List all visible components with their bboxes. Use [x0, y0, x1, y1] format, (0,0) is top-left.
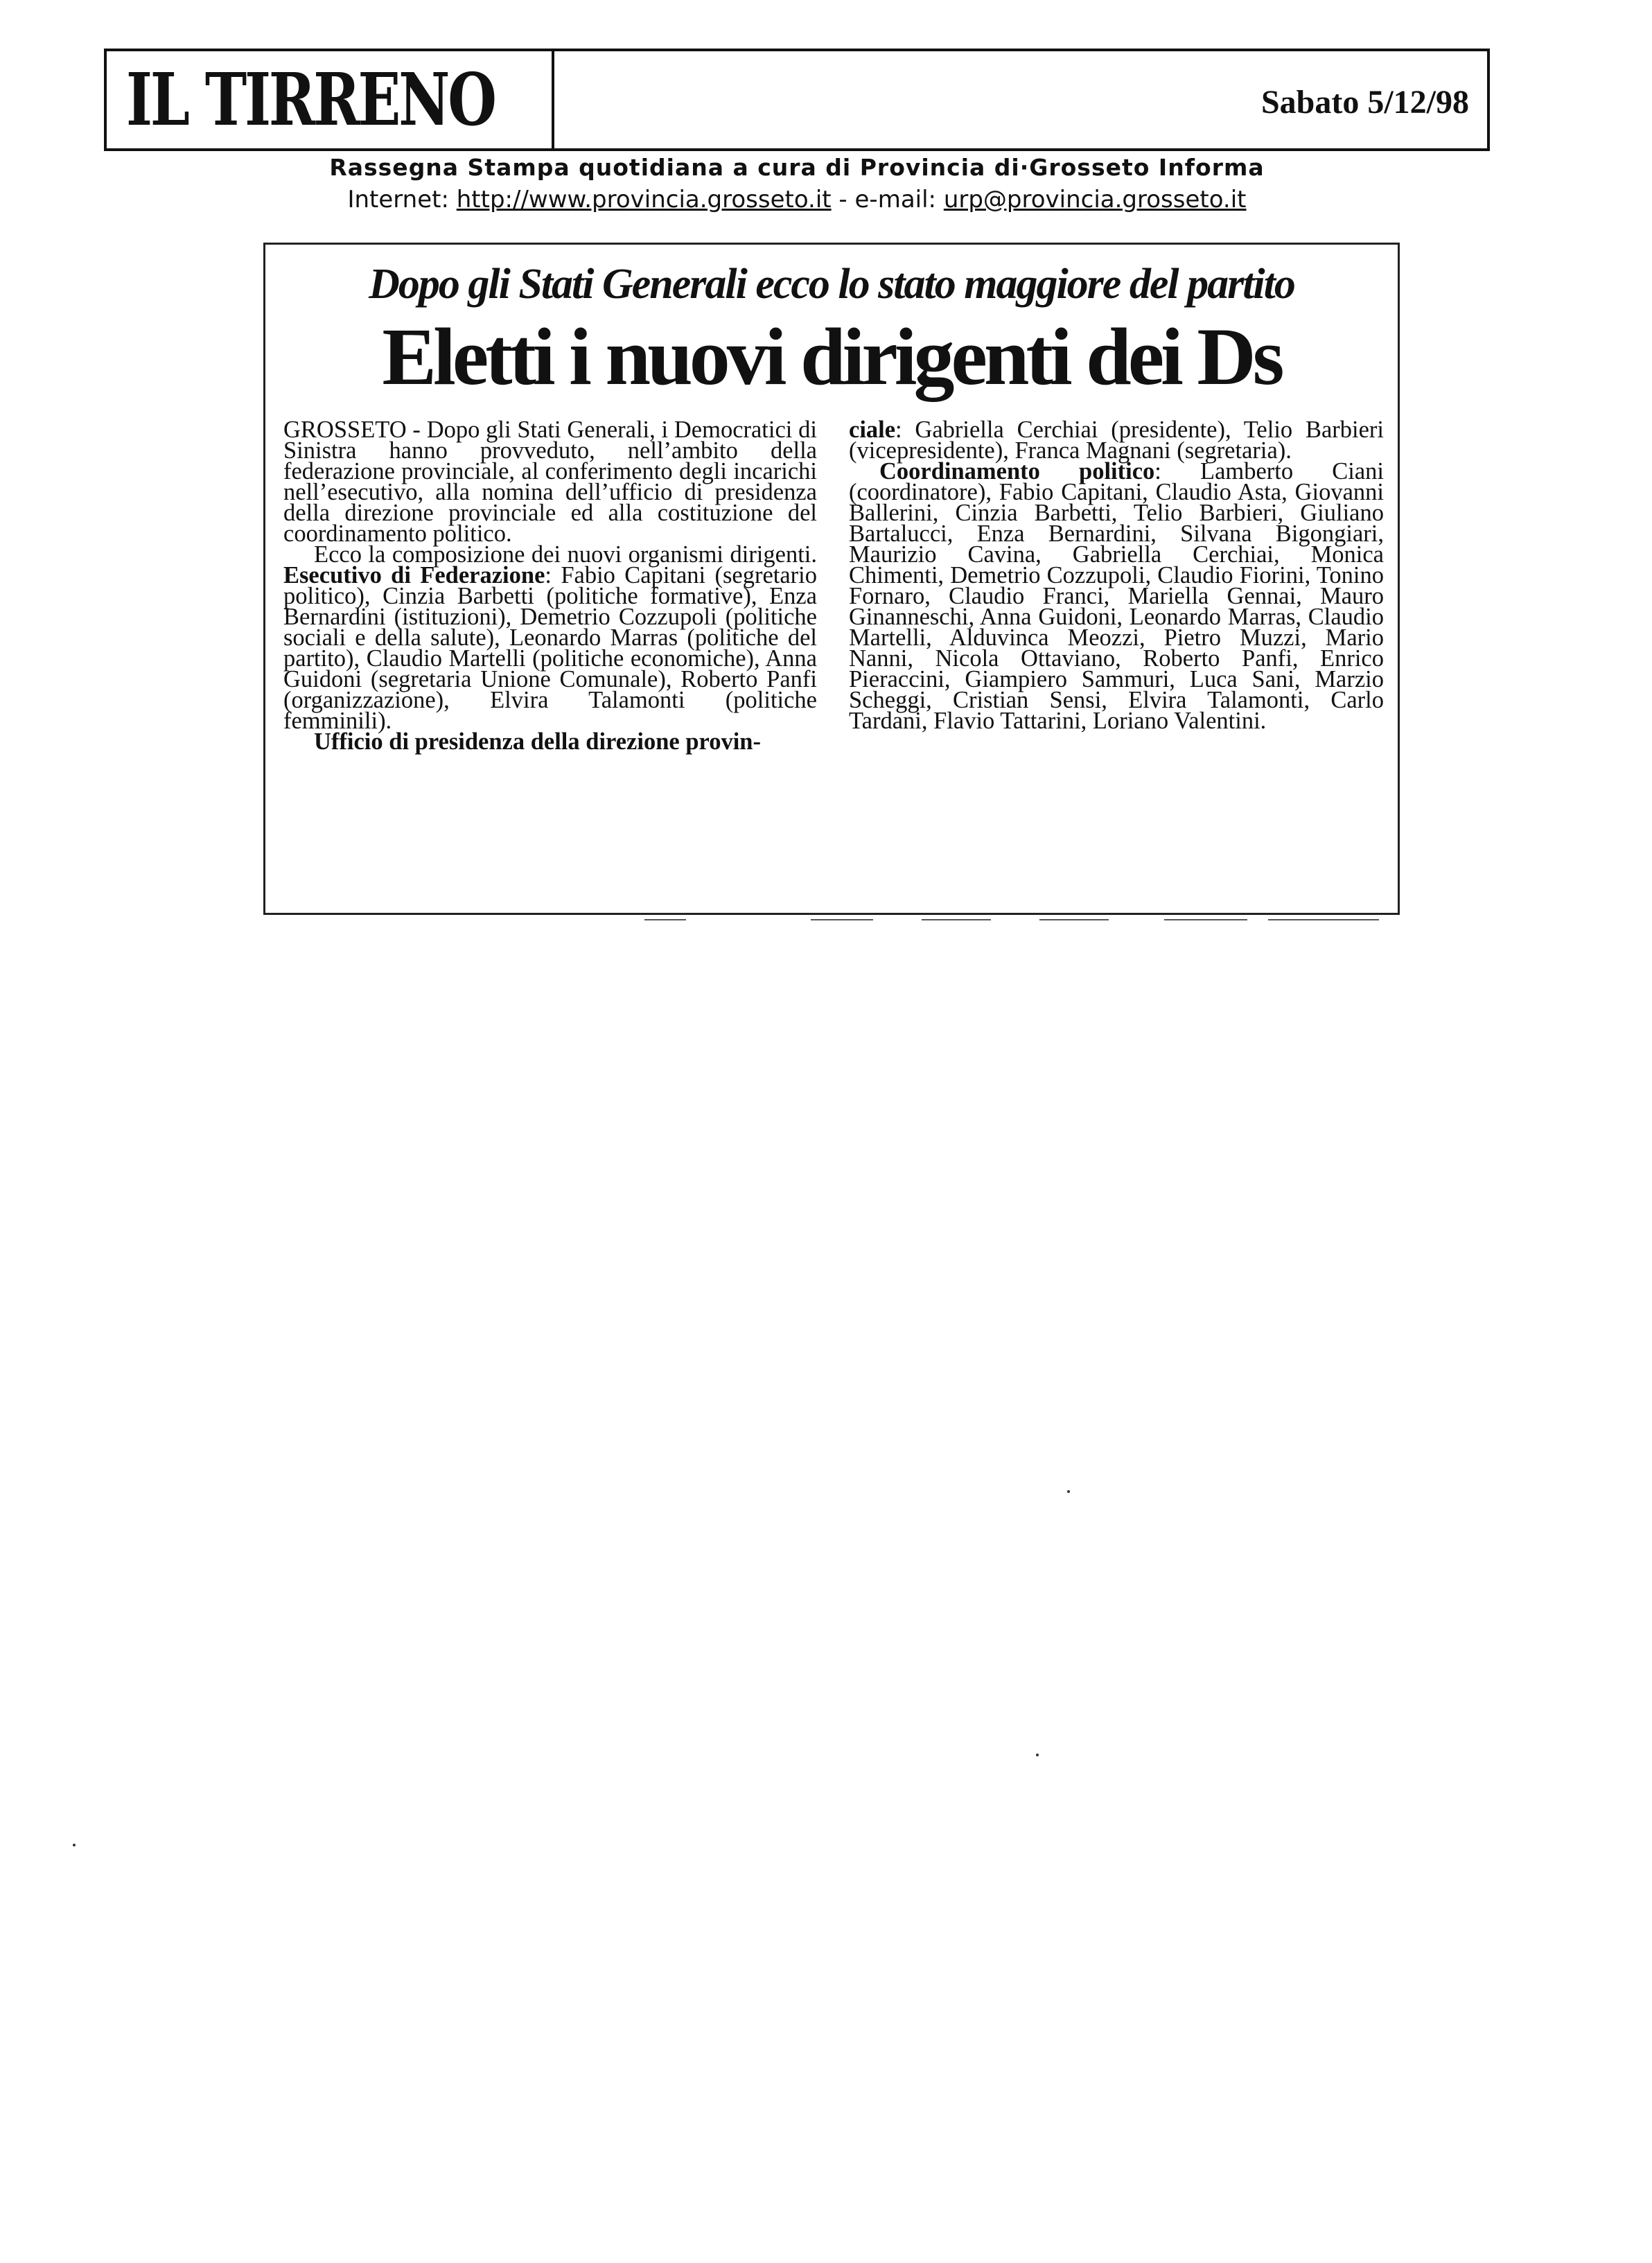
section-label-ufficio-cont: ciale — [849, 417, 896, 443]
press-review-title: Rassegna Stampa quotidiana a cura di Provincia di·Grosseto Informa — [329, 154, 1265, 181]
website-link[interactable]: http://www.provincia.grosseto.it — [456, 186, 832, 213]
section-label-executive: Esecutivo di Federazione — [283, 562, 545, 588]
scan-speck — [73, 1844, 76, 1846]
newspaper-logo: IL TIRRENO — [126, 57, 495, 142]
article-paragraph — [283, 541, 817, 734]
article-paragraph: GROSSETO - Dopo gli Stati Generali, i Democratici di Sinistra hanno provveduto, nell’ambito della federazione provinciale, al conferimento degli incarichi nell’esecutivo, alla nomina dell’ufficio di presidenza della direzione provinciale ed alla costituzione del coordinamento politico. — [283, 417, 817, 547]
article-paragraph — [849, 458, 1384, 734]
article-paragraph — [849, 417, 1384, 464]
article-kicker: Dopo gli Stati Generali ecco lo stato maggiore del partito — [369, 261, 1294, 308]
email-separator: - e-mail: — [831, 186, 944, 213]
article-headline: Eletti i nuovi dirigenti dei Ds — [382, 311, 1281, 402]
clipping-edge-rule — [1039, 919, 1109, 920]
article-column-left — [283, 417, 817, 755]
clipping-edge-rule — [644, 919, 686, 920]
scan-speck — [1036, 1754, 1039, 1756]
issue-date: Sabato 5/12/98 — [1260, 84, 1469, 121]
press-review-links — [104, 186, 1490, 213]
executive-members: : Fabio Capitani (segretario politico), Cinzia Barbetti (politiche formative), Enza Bernardini (istituzioni), Demetrio Cozzupoli (politiche sociali e della salute), Leonardo Marras (politiche del partito), Claudio Martelli (politiche economiche), Anna Guidoni (segretaria Unione Comunale), Roberto Panfi (organizzazione), Elvira Talamonti (politiche femminili). — [283, 562, 817, 734]
coordination-members: : Lamberto Ciani (coordinatore), Fabio Capitani, Claudio Asta, Giovanni Ballerini, Cinzia Barbetti, Telio Barbieri, Giuliano Bartalucci, Enza Bernardini, Silvana Bigongiari, Maurizio Cavina, Gabriella Cerchiai, Monica Chimenti, Demetrio Cozzupoli, Claudio Fiorini, Tonino Fornaro, Claudio Franci, Mariella Gennai, Mauro Ginanneschi, Anna Guidoni, Leonardo Marras, Claudio Martelli, Alduvinca Meozzi, Pietro Muzzi, Mario Nanni, Nicola Ottaviano, Roberto Panfi, Enrico Pieraccini, Giampiero Sammuri, Luca Sani, Marzio Scheggi, Cristian Sensi, Elvira Talamonti, Carlo Tardani, Flavio Tattarini, Loriano Valentini. — [849, 458, 1384, 734]
internet-label: Internet: — [347, 186, 457, 213]
scan-speck — [1067, 1490, 1070, 1493]
masthead — [104, 49, 1490, 151]
clipping-edge-rule — [811, 919, 873, 920]
newspaper-logo-box — [107, 51, 554, 148]
clipping-edge-rule — [1164, 919, 1247, 920]
section-label-coordination: Coordinamento politico — [879, 458, 1155, 484]
article-column-right — [849, 417, 1384, 734]
article-paragraph — [283, 728, 817, 755]
article-text: Ecco la composizione dei nuovi organismi dirigenti. — [314, 541, 817, 568]
section-label-ufficio: Ufficio di presidenza della direzione provin- — [314, 728, 761, 755]
clipping-edge-rule — [922, 919, 991, 920]
email-link[interactable]: urp@provincia.grosseto.it — [943, 186, 1247, 213]
ufficio-members: : Gabriella Cerchiai (presidente), Telio Barbieri (vicepresidente), Franca Magnani (segretaria). — [849, 417, 1384, 464]
clipping-edge-rule — [1268, 919, 1379, 920]
article-clipping — [263, 243, 1400, 915]
